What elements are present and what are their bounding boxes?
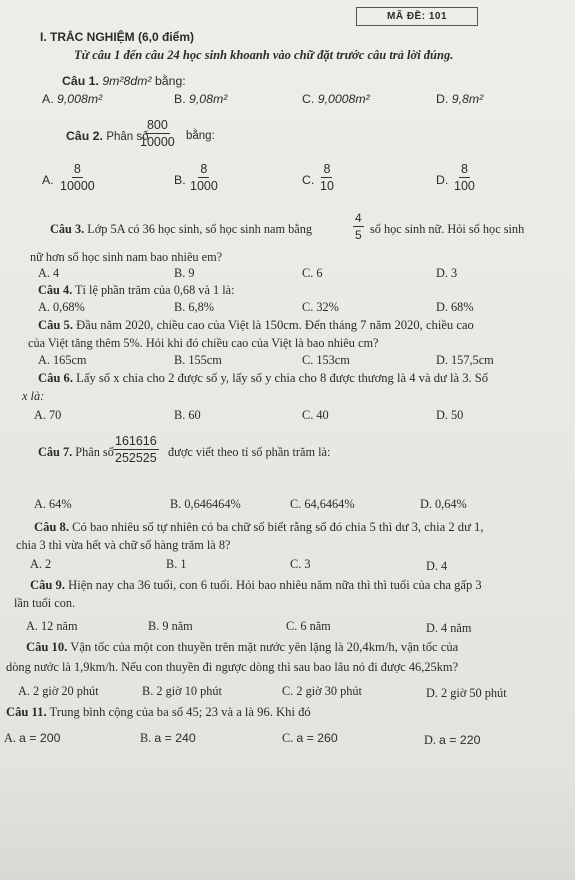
q4-option-d[interactable]: D. 68% [436, 300, 474, 314]
option-value: a = 200 [19, 731, 61, 745]
q2-option-d[interactable]: D. [436, 173, 449, 187]
instruction: Từ câu 1 đến câu 24 học sinh khoanh vào chữ đặt trước câu trả lời đúng. [74, 48, 454, 62]
question-label: Câu 8. [34, 520, 69, 534]
fraction-denominator: 10 [320, 179, 334, 193]
q3-option-b[interactable]: B. 9 [174, 266, 195, 280]
paper-shadow [0, 760, 575, 880]
q4-option-b[interactable]: B. 6,8% [174, 300, 214, 314]
question-expression: 9m²8dm² [102, 74, 152, 88]
q9-option-a[interactable]: A. 12 năm [26, 619, 78, 633]
question-label: Câu 10. [26, 640, 68, 654]
q4-option-a[interactable]: A. 0,68% [38, 300, 85, 314]
q9-option-c[interactable]: C. 6 năm [286, 619, 331, 633]
question-text: Lấy số x chia cho 2 được số y, lấy số y chia cho 8 được thương là 4 và dư là 3. Số [76, 371, 489, 385]
question-text: Lớp 5A có 36 học sinh, số học sinh nam bằng [87, 222, 312, 236]
option-letter: C. [302, 92, 315, 106]
question-label: Câu 3. [50, 222, 85, 236]
question-text-cont: số học sinh nữ. Hỏi số học sinh [370, 222, 525, 236]
option-letter: B. [140, 731, 152, 745]
question-label: Câu 2. [66, 129, 103, 143]
q3-fraction [353, 211, 364, 242]
q3-option-c[interactable]: C. 6 [302, 266, 323, 280]
option-value: 9,0008m² [317, 92, 370, 106]
fraction-numerator: 8 [73, 162, 81, 176]
fraction-denominator: 10000 [140, 135, 175, 149]
q5-option-a[interactable]: A. 165cm [38, 353, 87, 367]
q10-option-c[interactable]: C. 2 giờ 30 phút [282, 684, 362, 698]
q7-fraction [113, 434, 159, 465]
fraction-numerator: 8 [460, 162, 468, 176]
question-label: Câu 6. [38, 371, 73, 385]
q3-option-d[interactable]: D. 3 [436, 266, 458, 280]
option-letter: A. [42, 92, 54, 106]
question-4 [38, 283, 235, 297]
question-text: Hiện nay cha 36 tuổi, con 6 tuổi. Hỏi bao nhiêu năm nữa thì thì tuổi của cha gấp 3 [68, 578, 482, 592]
fraction-denominator: 1000 [190, 179, 218, 193]
question-text-line2: lần tuổi con. [14, 596, 76, 610]
question-8 [34, 520, 484, 534]
q8-option-b[interactable]: B. 1 [166, 557, 187, 571]
q1-option-b[interactable] [174, 92, 227, 106]
option-letter: A. [4, 731, 16, 745]
question-suffix: được viết theo tỉ số phần trăm là: [168, 445, 331, 459]
q6-option-b[interactable]: B. 60 [174, 408, 201, 422]
question-3 [50, 222, 312, 236]
option-letter: D. [436, 92, 449, 106]
q2-option-b-fraction [188, 162, 220, 193]
question-5 [38, 318, 474, 332]
q2-option-a-fraction [58, 162, 97, 193]
q6-option-c[interactable]: C. 40 [302, 408, 329, 422]
question-6 [38, 371, 488, 385]
q5-option-b[interactable]: B. 155cm [174, 353, 222, 367]
question-prefix: Phân số [75, 445, 114, 459]
q2-option-a[interactable]: A. [42, 173, 54, 187]
q9-option-d[interactable]: D. 4 năm [426, 621, 472, 635]
option-value: 9,008m² [57, 92, 103, 106]
question-text-line2: dòng nước là 1,9km/h. Nếu con thuyền đi ngược dòng thì sau bao lâu nó đi được 46,25km? [6, 660, 459, 674]
question-label: Câu 11. [6, 705, 47, 719]
question-label: Câu 9. [30, 578, 65, 592]
q2-option-c[interactable]: C. [302, 173, 315, 187]
question-9 [30, 578, 482, 592]
q7-option-b[interactable]: B. 0,646464% [170, 497, 241, 511]
question-label: Câu 7. [38, 445, 73, 459]
fraction-numerator: 800 [146, 118, 168, 132]
q10-option-b[interactable]: B. 2 giờ 10 phút [142, 684, 222, 698]
question-7 [38, 445, 114, 459]
q7-option-d[interactable]: D. 0,64% [420, 497, 467, 511]
q8-option-c[interactable]: C. 3 [290, 557, 311, 571]
q11-option-c[interactable] [282, 731, 338, 745]
q11-option-b[interactable] [140, 731, 196, 745]
q8-option-d[interactable]: D. 4 [426, 559, 448, 573]
q2-option-c-fraction [318, 162, 336, 193]
section-title: I. TRẮC NGHIỆM (6,0 điểm) [40, 30, 195, 44]
question-text: Có bao nhiêu số tự nhiên có ba chữ số biết rằng số đó chia 5 thì dư 3, chia 2 dư 1, [72, 520, 484, 534]
q6-option-a[interactable]: A. 70 [34, 408, 62, 422]
question-label: Câu 1. [62, 74, 99, 88]
question-label: Câu 5. [38, 318, 73, 332]
option-letter: C. [282, 731, 294, 745]
option-value: 9,08m² [189, 92, 228, 106]
question-text-line2: chia 3 thì vừa hết và chữ số hàng trăm là 8? [16, 538, 231, 552]
q2-option-d-fraction [452, 162, 477, 193]
q1-option-c[interactable] [302, 92, 370, 106]
question-10 [26, 640, 458, 654]
fraction-numerator: 4 [355, 211, 362, 225]
question-text-line2: của Việt tăng thêm 5%. Hỏi khi đó chiều cao của Việt là bao nhiêu cm? [28, 336, 379, 350]
q1-option-d[interactable] [436, 92, 483, 106]
q7-option-a[interactable]: A. 64% [34, 497, 72, 511]
fraction-denominator: 100 [454, 179, 475, 193]
q6-option-d[interactable]: D. 50 [436, 408, 464, 422]
q1-option-a[interactable] [42, 92, 102, 106]
q5-option-c[interactable]: C. 153cm [302, 353, 350, 367]
option-value: a = 220 [439, 733, 481, 747]
q11-option-d[interactable] [424, 733, 480, 747]
question-2 [66, 129, 149, 144]
q4-option-c[interactable]: C. 32% [302, 300, 339, 314]
q11-option-a[interactable] [4, 731, 60, 745]
fraction-numerator: 161616 [115, 434, 157, 448]
q9-option-b[interactable]: B. 9 năm [148, 619, 193, 633]
question-prefix: Phân số [106, 131, 149, 143]
q10-option-d[interactable]: D. 2 giờ 50 phút [426, 686, 507, 700]
question-label: Câu 4. [38, 283, 73, 297]
option-value: 9,8m² [451, 92, 484, 106]
fraction-denominator: 10000 [60, 179, 95, 193]
q8-option-a[interactable]: A. 2 [30, 557, 52, 571]
option-value: a = 240 [154, 731, 196, 745]
fraction-numerator: 8 [323, 162, 331, 176]
question-text: Vận tốc của một con thuyền trên mặt nước yên lặng là 20,4km/h, vận tốc của [70, 640, 459, 654]
q3-option-a[interactable]: A. 4 [38, 266, 60, 280]
q2-fraction [138, 118, 177, 149]
q5-option-d[interactable]: D. 157,5cm [436, 353, 494, 367]
question-11 [6, 705, 311, 719]
question-suffix: bằng: [154, 74, 186, 88]
question-text: Trung bình cộng của ba số 45; 23 và a là 96. Khi đó [49, 705, 311, 719]
question-text-line2: nữ hơn số học sinh nam bao nhiêu em? [30, 250, 223, 264]
fraction-denominator: 252525 [115, 451, 157, 465]
question-suffix: bằng: [186, 130, 215, 142]
fraction-denominator: 5 [355, 228, 362, 242]
option-letter: D. [424, 733, 436, 747]
question-text-line2: x là: [22, 389, 45, 403]
fraction-numerator: 8 [200, 162, 208, 176]
q10-option-a[interactable]: A. 2 giờ 20 phút [18, 684, 99, 698]
question-1 [62, 74, 186, 88]
option-letter: B. [174, 92, 186, 106]
question-text: Đầu năm 2020, chiều cao của Việt là 150cm. Đến tháng 7 năm 2020, chiều cao [76, 318, 474, 332]
exam-code-box: MÃ ĐỀ: 101 [356, 7, 478, 26]
question-text: Tỉ lệ phần trăm của 0,68 và 1 là: [75, 283, 235, 297]
option-value: a = 260 [296, 731, 338, 745]
q7-option-c[interactable]: C. 64,6464% [290, 497, 355, 511]
q2-option-b[interactable]: B. [174, 173, 186, 187]
